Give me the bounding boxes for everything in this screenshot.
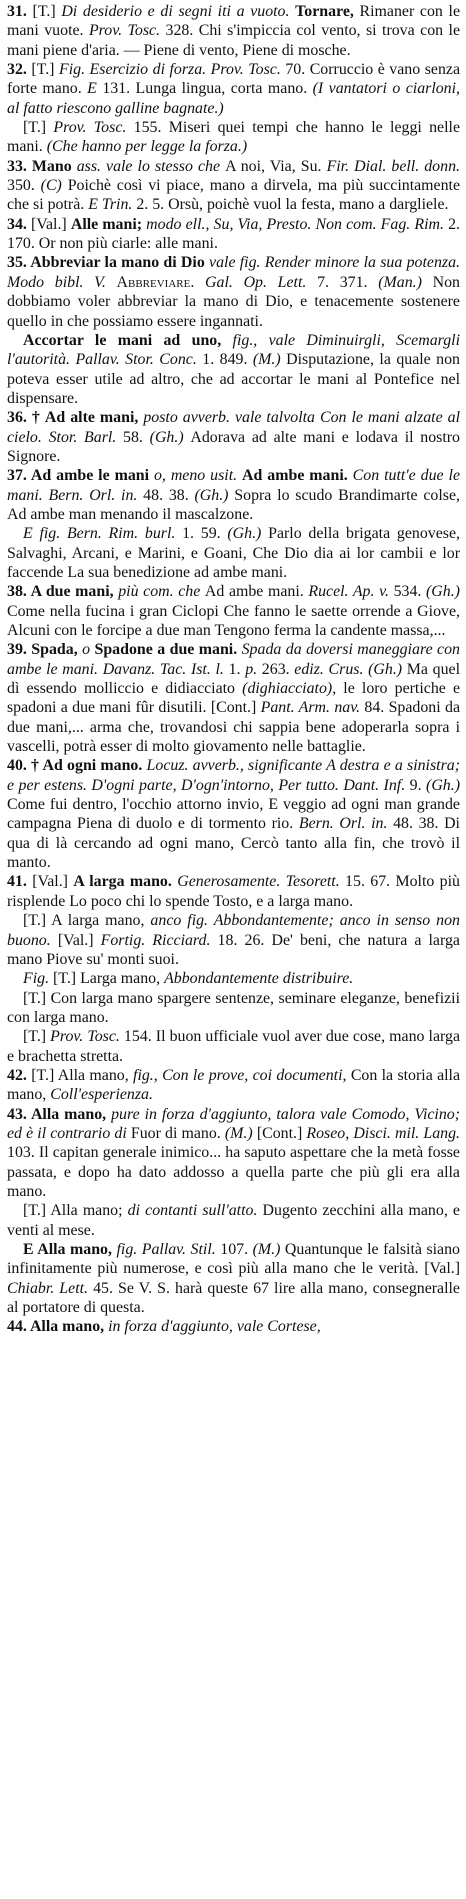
italic-text: fig., Con le prove, coi documenti, [133, 1066, 351, 1084]
italic-text: pure in forza d'aggiunto, talora vale Comodo, Vicino; ed è il contrario di [7, 1105, 461, 1142]
entry-subparagraph [7, 524, 460, 582]
body-text: 45. Se V. S. harà queste 67 lire alla mano, consegneralle al portatore di questa. [7, 1279, 460, 1317]
headword-text: 33. Mano [7, 157, 77, 175]
headword-text: 37. Ad ambe le mani [7, 467, 154, 485]
dictionary-entry-e37 [7, 466, 460, 582]
italic-text: Prov. Tosc. [50, 1028, 124, 1046]
body-text: Quantunque le falsità siano infinitamente più numerose, e così più alla mano che le verità. [Val.] [7, 1241, 460, 1278]
body-text: 154. Il buon ufficiale vuol aver due cose, mano larga e brachetta stretta. [7, 1028, 460, 1065]
italic-text: Gal. Op. Lett. [205, 273, 318, 291]
headword-text: 35. Abbreviar la mano di Dio [7, 254, 210, 272]
italic-text: (M.) [252, 351, 287, 369]
italic-text: Roseo, Disci. mil. Lang. [306, 1124, 461, 1142]
dictionary-entry-e34 [7, 215, 460, 254]
body-text: 534. [393, 583, 426, 601]
dictionary-entry-e41 [7, 872, 460, 1065]
body-text: [T.] Alla mano; [23, 1202, 128, 1220]
body-text: 18. 26. De' beni, che natura a larga mano Piove su' monti suoi. [7, 931, 460, 968]
entry-paragraph [7, 466, 460, 524]
dictionary-entry-e35 [7, 253, 460, 408]
entry-subparagraph [7, 1201, 460, 1240]
entry-paragraph [7, 60, 460, 118]
body-text: [T.] [31, 61, 59, 79]
body-text: 48. 38. [143, 486, 195, 504]
italic-text: (Gh.) [426, 776, 461, 794]
entry-paragraph [7, 872, 460, 911]
headword-text: Spadone a due mani. [94, 641, 242, 659]
italic-text: o, meno usit. [153, 467, 243, 485]
dictionary-entry-e36 [7, 408, 460, 466]
body-text: Ma quel dì essendo molliccio e didiacciato [7, 660, 461, 698]
headword-text: E Alla mano, [23, 1241, 117, 1258]
entry-paragraph [7, 215, 460, 254]
entry-subparagraph [7, 969, 460, 988]
entry-subparagraph [7, 1027, 460, 1066]
italic-text: Abbondantemente distribuire. [164, 970, 354, 988]
body-text: 7. 371. [317, 273, 379, 291]
italic-text: Generosamente. Tesorett. [177, 873, 346, 891]
italic-text: E [87, 80, 103, 98]
italic-text: (Man.) [378, 273, 433, 291]
body-text: Rimaner con le mani vuote. [7, 3, 461, 40]
headword-text: 32. [7, 61, 32, 79]
headword-text: Alle mani; [70, 215, 147, 233]
body-text: [T.] [23, 119, 54, 137]
dictionary-entry-e40 [7, 756, 460, 872]
body-text: 263. [261, 660, 295, 678]
italic-text: modo ell., Su, Via, Presto. Non com. Fag. Rim. [146, 215, 449, 233]
italic-text: più com. che [118, 583, 205, 601]
body-text: Poichè così vi piace, mano a dirvela, ma più succintamente che si potrà. [7, 177, 461, 214]
body-text: 2. 170. Or non più ciarle: alle mani. [7, 215, 460, 253]
body-text: 58. [123, 428, 150, 446]
body-text: 84. Spadoni da due mani,... arma che, trovandosi chi sappia bene adoperarla sopra i vascelli, potrà esser di molto giovamento nelle battaglie. [7, 699, 460, 756]
entry-paragraph [7, 1066, 460, 1105]
body-text: 155. Miseri quei tempi che hanno le leggi nelle mani. [7, 119, 460, 156]
headword-text: 36. † Ad alte mani, [7, 409, 144, 427]
headword-text: Accortar le mani ad uno, [23, 331, 233, 349]
italic-text: ediz. Crus. [294, 660, 369, 678]
italic-text: Di desiderio e di segni iti a vuoto. [61, 3, 296, 20]
italic-text: (M.) [252, 1241, 285, 1258]
headword-text: 34. [7, 215, 31, 233]
entry-paragraph [7, 640, 460, 756]
body-text: Sopra lo scudo Brandimarte colse, Ad ambe man menando il mascalzone. [7, 486, 461, 523]
body-text: 1. 849. [202, 351, 253, 369]
body-text: 1. [228, 660, 246, 678]
body-text: Abbreviare [116, 273, 191, 291]
entry-subparagraph [7, 1240, 460, 1317]
dictionary-entry-e43 [7, 1105, 460, 1318]
italic-text: fig. Pallav. Stil. [116, 1241, 221, 1258]
italic-text: Prov. Tosc. [53, 119, 134, 137]
italic-text: Pant. Arm. nav. [260, 699, 365, 717]
headword-text: 42. [7, 1066, 32, 1084]
italic-text: Con tutt'e due le mani. Bern. Orl. in. [7, 467, 461, 504]
dictionary-entry-e32 [7, 60, 460, 157]
italic-text: Fig. Esercizio di forza. Prov. Tosc. [59, 61, 286, 79]
headword-text: Tornare, [295, 3, 360, 20]
italic-text: (Gh.) [149, 428, 191, 446]
body-text: [T.] Alla mano, [31, 1066, 134, 1084]
entry-paragraph [7, 582, 460, 640]
body-text: Fuor di mano. [130, 1124, 225, 1142]
entry-paragraph [7, 2, 460, 60]
body-text: 107. [220, 1241, 253, 1258]
italic-text: (C) [40, 177, 68, 195]
italic-text: anco fig. Abbondantemente; anco in senso non buono. [7, 912, 460, 949]
italic-text: p. [245, 660, 262, 678]
entry-paragraph [7, 408, 460, 466]
body-text: . [190, 273, 206, 291]
body-text: [T.] Larga mano, [53, 970, 165, 988]
italic-text: (M.) [224, 1124, 257, 1142]
body-text: 1. 59. [182, 525, 228, 543]
headword-text: 44. Alla mano, [7, 1318, 109, 1336]
dictionary-entry-e33 [7, 157, 460, 215]
dictionary-entry-e31 [7, 2, 460, 60]
dictionary-entry-e42 [7, 1066, 460, 1105]
italic-text: (dighiacciato) [242, 680, 333, 698]
entry-paragraph [7, 756, 460, 872]
headword-text: A larga mano. [73, 873, 178, 891]
body-text: 103. Il capitan generale inimico... ha saputo aspettare che la metà fosse passata, e dopo ha dato addosso a quella parte che più gli era alla mano. [7, 1144, 460, 1200]
headword-text: 41. [7, 873, 33, 891]
italic-text: Fortig. Ricciard. [100, 931, 218, 949]
entry-subparagraph [7, 989, 460, 1028]
body-text: Con la storia alla mano, [7, 1066, 461, 1104]
entry-subparagraph [7, 911, 460, 969]
body-text: 15. 67. Molto più risplende Lo poco chi lo spende Tosto, e a larga mano. [7, 873, 460, 910]
body-text: Ad ambe mani. [204, 583, 309, 601]
body-text: Non dobbiamo voler abbreviar la mano di Dio, e tenacemente sostenere quello in che possiamo essere ingannati. [7, 273, 460, 330]
italic-text: ass. vale lo stesso che [76, 157, 226, 175]
entry-paragraph [7, 253, 460, 330]
body-text: [T.] [23, 1028, 51, 1046]
italic-text: vale fig. Render minore la sua potenza. Modo bibl. V. [7, 254, 460, 291]
body-text: Adorava ad alte mani e lodava il nostro Signore. [7, 428, 461, 465]
body-text: 48. 38. Di qua di là cercando ad ogni mano, Cercò tanto alla fin, che trovò il manto. [7, 815, 460, 872]
headword-text: 43. Alla mano, [7, 1105, 112, 1123]
headword-text: 38. A due mani, [7, 583, 119, 601]
body-text: [Val.] [57, 931, 101, 949]
italic-text: Coll'esperienza. [50, 1086, 153, 1104]
body-text: Come fui dentro, l'occhio attorno invio, E veggio ad ogni man grande campagna Piena di duolo e di tormento rio. [7, 796, 460, 833]
italic-text: (I vantatori o ciarloni, al fatto riescono galline bagnate.) [7, 80, 461, 117]
italic-text: (Gh.) [194, 486, 235, 504]
italic-text: Fig. [23, 970, 54, 988]
body-text: Dugento zecchini alla mano, e venti al mese. [7, 1202, 460, 1239]
body-text: [T.] A larga mano, [23, 912, 151, 930]
italic-text: Locuz. avverb., significante A destra e a sinistra; e per estens. D'ogni parte, D'ogn'intorno, Per tutto. Dant. Inf. [7, 757, 460, 794]
body-text: Parlo della brigata genovese, Salvaghi, Arcani, e Marini, e Goani, Che Dio dia ai lor cambii e lor faccende La sua benedizione ad ambe mani. [7, 525, 460, 581]
italic-text: Bern. Orl. in. [298, 815, 394, 833]
italic-text: in forza d'aggiunto, vale Cortese, [108, 1318, 321, 1336]
dictionary-entry-e44 [7, 1317, 460, 1336]
italic-text: (Che hanno per legge la forza.) [46, 138, 248, 156]
italic-text: Fir. Dial. bell. donn. [326, 157, 460, 175]
italic-text: E Trin. [88, 196, 137, 214]
body-text: A noi, Via, Su. [225, 157, 327, 175]
dictionary-entry-e39 [7, 640, 460, 756]
italic-text: (Gh.) [426, 583, 460, 601]
entry-paragraph [7, 1317, 460, 1336]
body-text: [Val.] [32, 873, 74, 891]
body-text: 9. [409, 776, 427, 794]
italic-text: posto avverb. vale talvolta Con le mani alzate al cielo. Stor. Barl. [7, 409, 460, 446]
body-text: [T.] [32, 3, 62, 20]
body-text: Disputazione, la quale non poteva esser utile ad altro, che ad accortar le mani al Pontefice nel dispensare. [7, 351, 461, 407]
entry-paragraph [7, 1105, 460, 1202]
italic-text: fig., vale Diminuirgli, Scemargli l'autorità. Pallav. Stor. Conc. [7, 331, 461, 369]
italic-text: Rucel. Ap. v. [308, 583, 394, 601]
body-text: Come nella fucina i gran Ciclopi Che fanno le saette orrende a Giove, Alcuni con le forcipe a due man Tengono ferma la candente massa,... [7, 602, 460, 639]
headword-text: Ad ambe mani. [242, 467, 353, 485]
italic-text: (Gh.) [368, 660, 407, 678]
body-text: 131. Lunga lingua, corta mano. [102, 80, 313, 98]
body-text: 70. Corruccio è vano senza forte mano. [7, 61, 461, 98]
italic-text: o [82, 641, 95, 659]
headword-text: 39. Spada, [7, 641, 83, 659]
italic-text: (Gh.) [227, 525, 269, 543]
body-text: [T.] Con larga mano spargere sentenze, seminare eleganze, benefizii con larga mano. [7, 989, 460, 1026]
entry-subparagraph [7, 118, 460, 157]
entry-paragraph [7, 157, 460, 215]
body-text: , le loro pertiche e spadoni a due mani fûr disutili. [Cont.] [7, 680, 461, 717]
italic-text: Prov. Tosc. [88, 22, 166, 40]
entry-subparagraph [7, 331, 460, 408]
body-text: 2. 5. Orsù, poichè vuol la festa, mano a dargliele. [136, 196, 449, 214]
headword-text: 31. [7, 3, 33, 20]
italic-text: E fig. Bern. Rim. burl. [23, 525, 183, 543]
italic-text: Spada da doversi maneggiare con ambe le mani. Davanz. Tac. Ist. l. [7, 641, 460, 678]
italic-text: Chiabr. Lett. [7, 1279, 94, 1297]
headword-text: 40. † Ad ogni mano. [7, 757, 147, 775]
dictionary-entry-e38 [7, 582, 460, 640]
body-text: 350. [7, 177, 41, 195]
body-text: [Val.] [30, 215, 71, 233]
body-text: [Cont.] [256, 1124, 307, 1142]
body-text: 328. Chi s'impiccia col vento, si trova con le mani piene d'aria. — Piene di vento, Piene di mosche. [7, 22, 460, 59]
italic-text: di contanti sull'atto. [127, 1202, 263, 1220]
